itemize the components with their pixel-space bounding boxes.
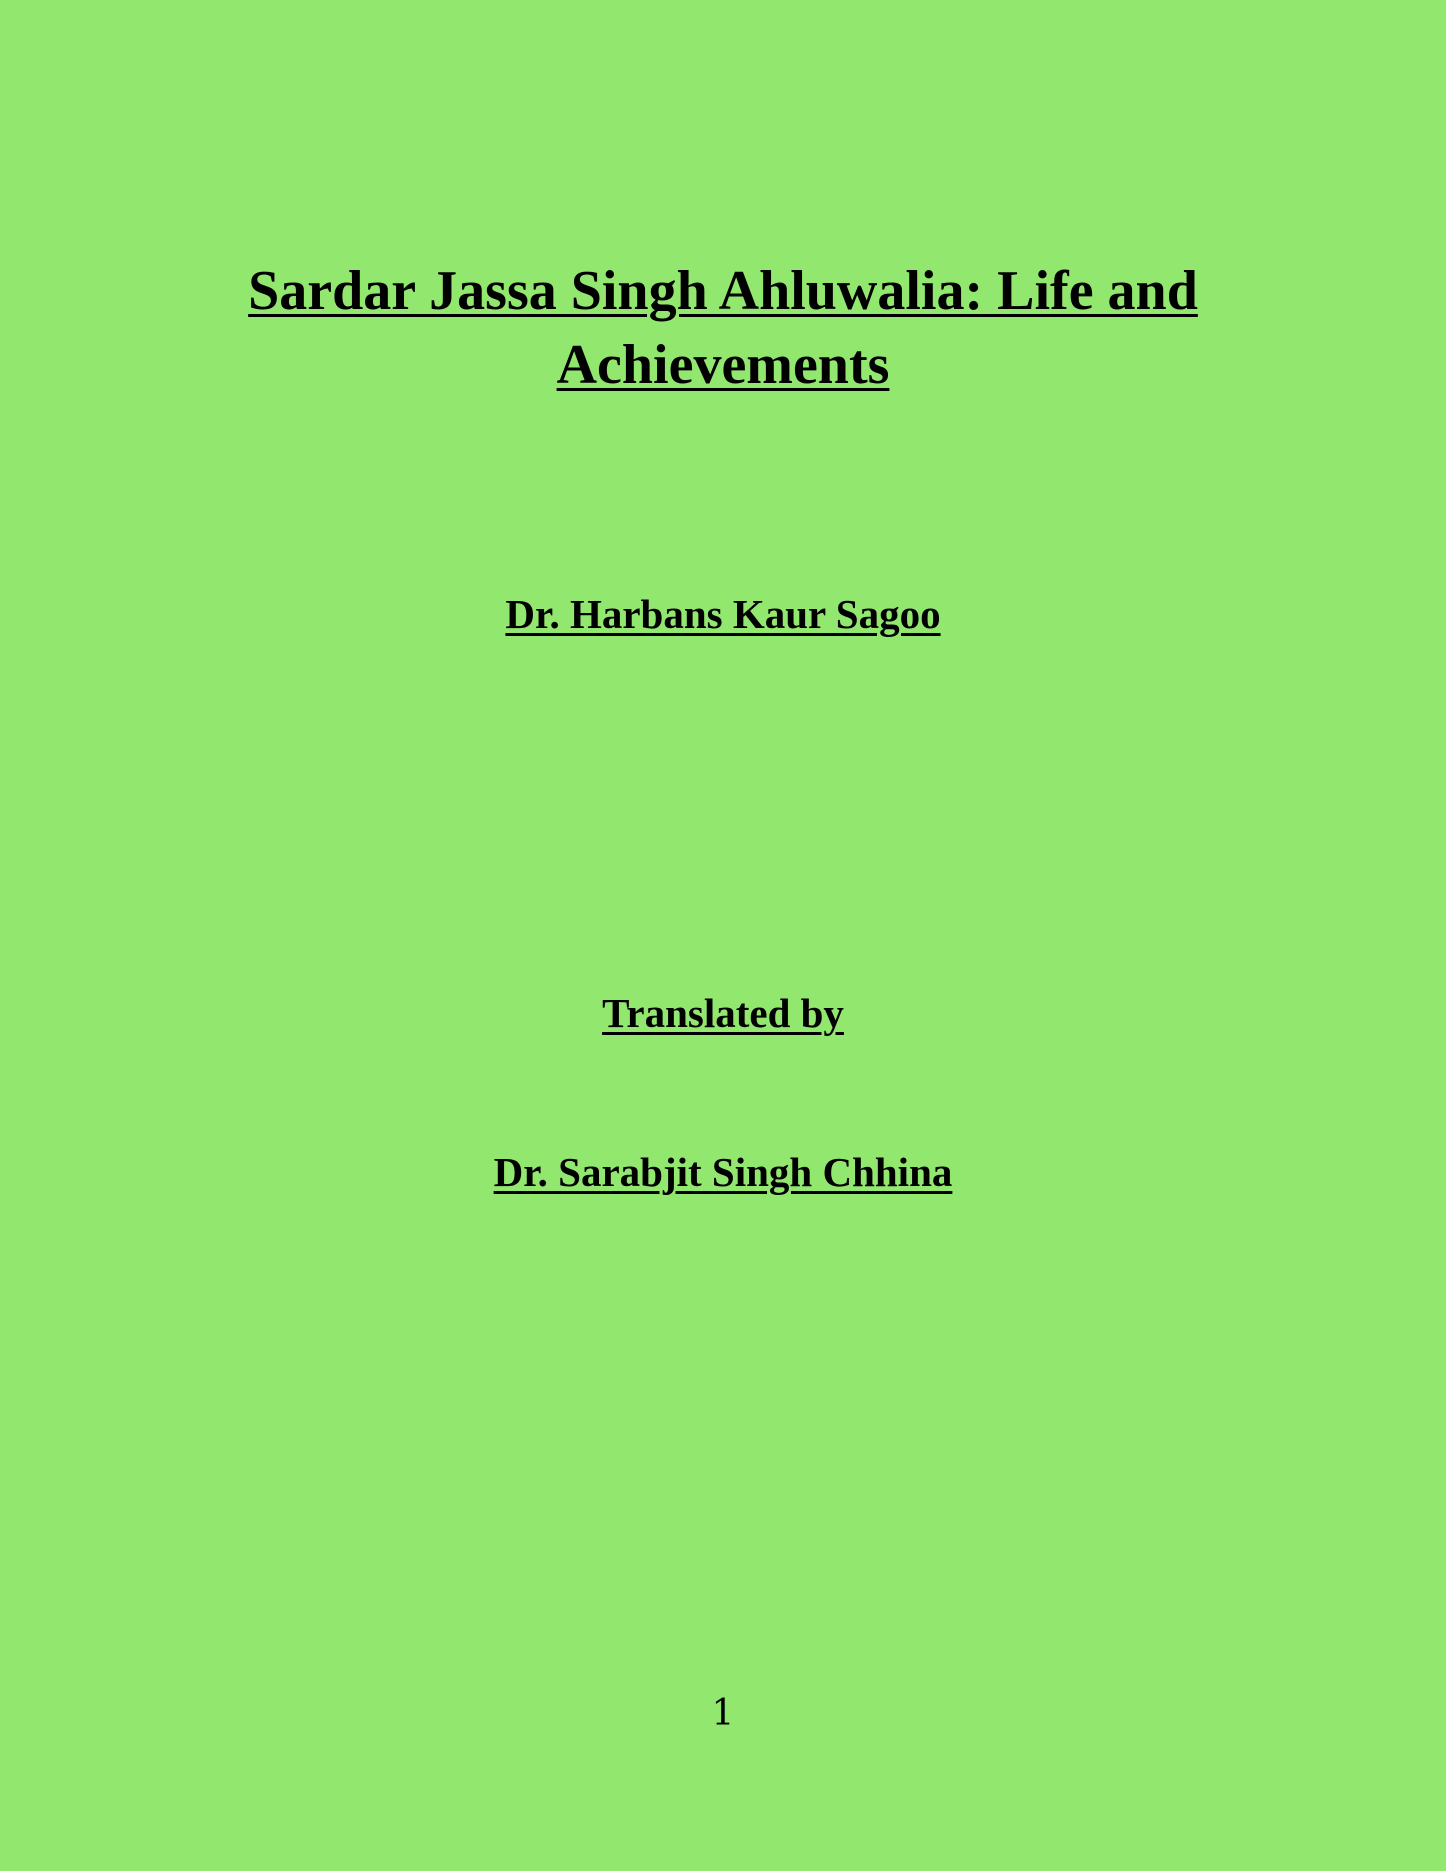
translated-by-label-text: Translated by <box>602 990 844 1036</box>
translator-name <box>0 1147 1446 1197</box>
translator-name-text: Dr. Sarabjit Singh Chhina <box>493 1149 953 1195</box>
author-name-text: Dr. Harbans Kaur Sagoo <box>505 591 941 637</box>
author-name <box>0 589 1446 639</box>
document-title-text: Sardar Jassa Singh Ahluwalia: Life and Achievements <box>248 260 1198 396</box>
page-number: 1 <box>711 1693 735 1734</box>
translated-by-label <box>0 988 1446 1038</box>
document-title <box>200 254 1246 402</box>
